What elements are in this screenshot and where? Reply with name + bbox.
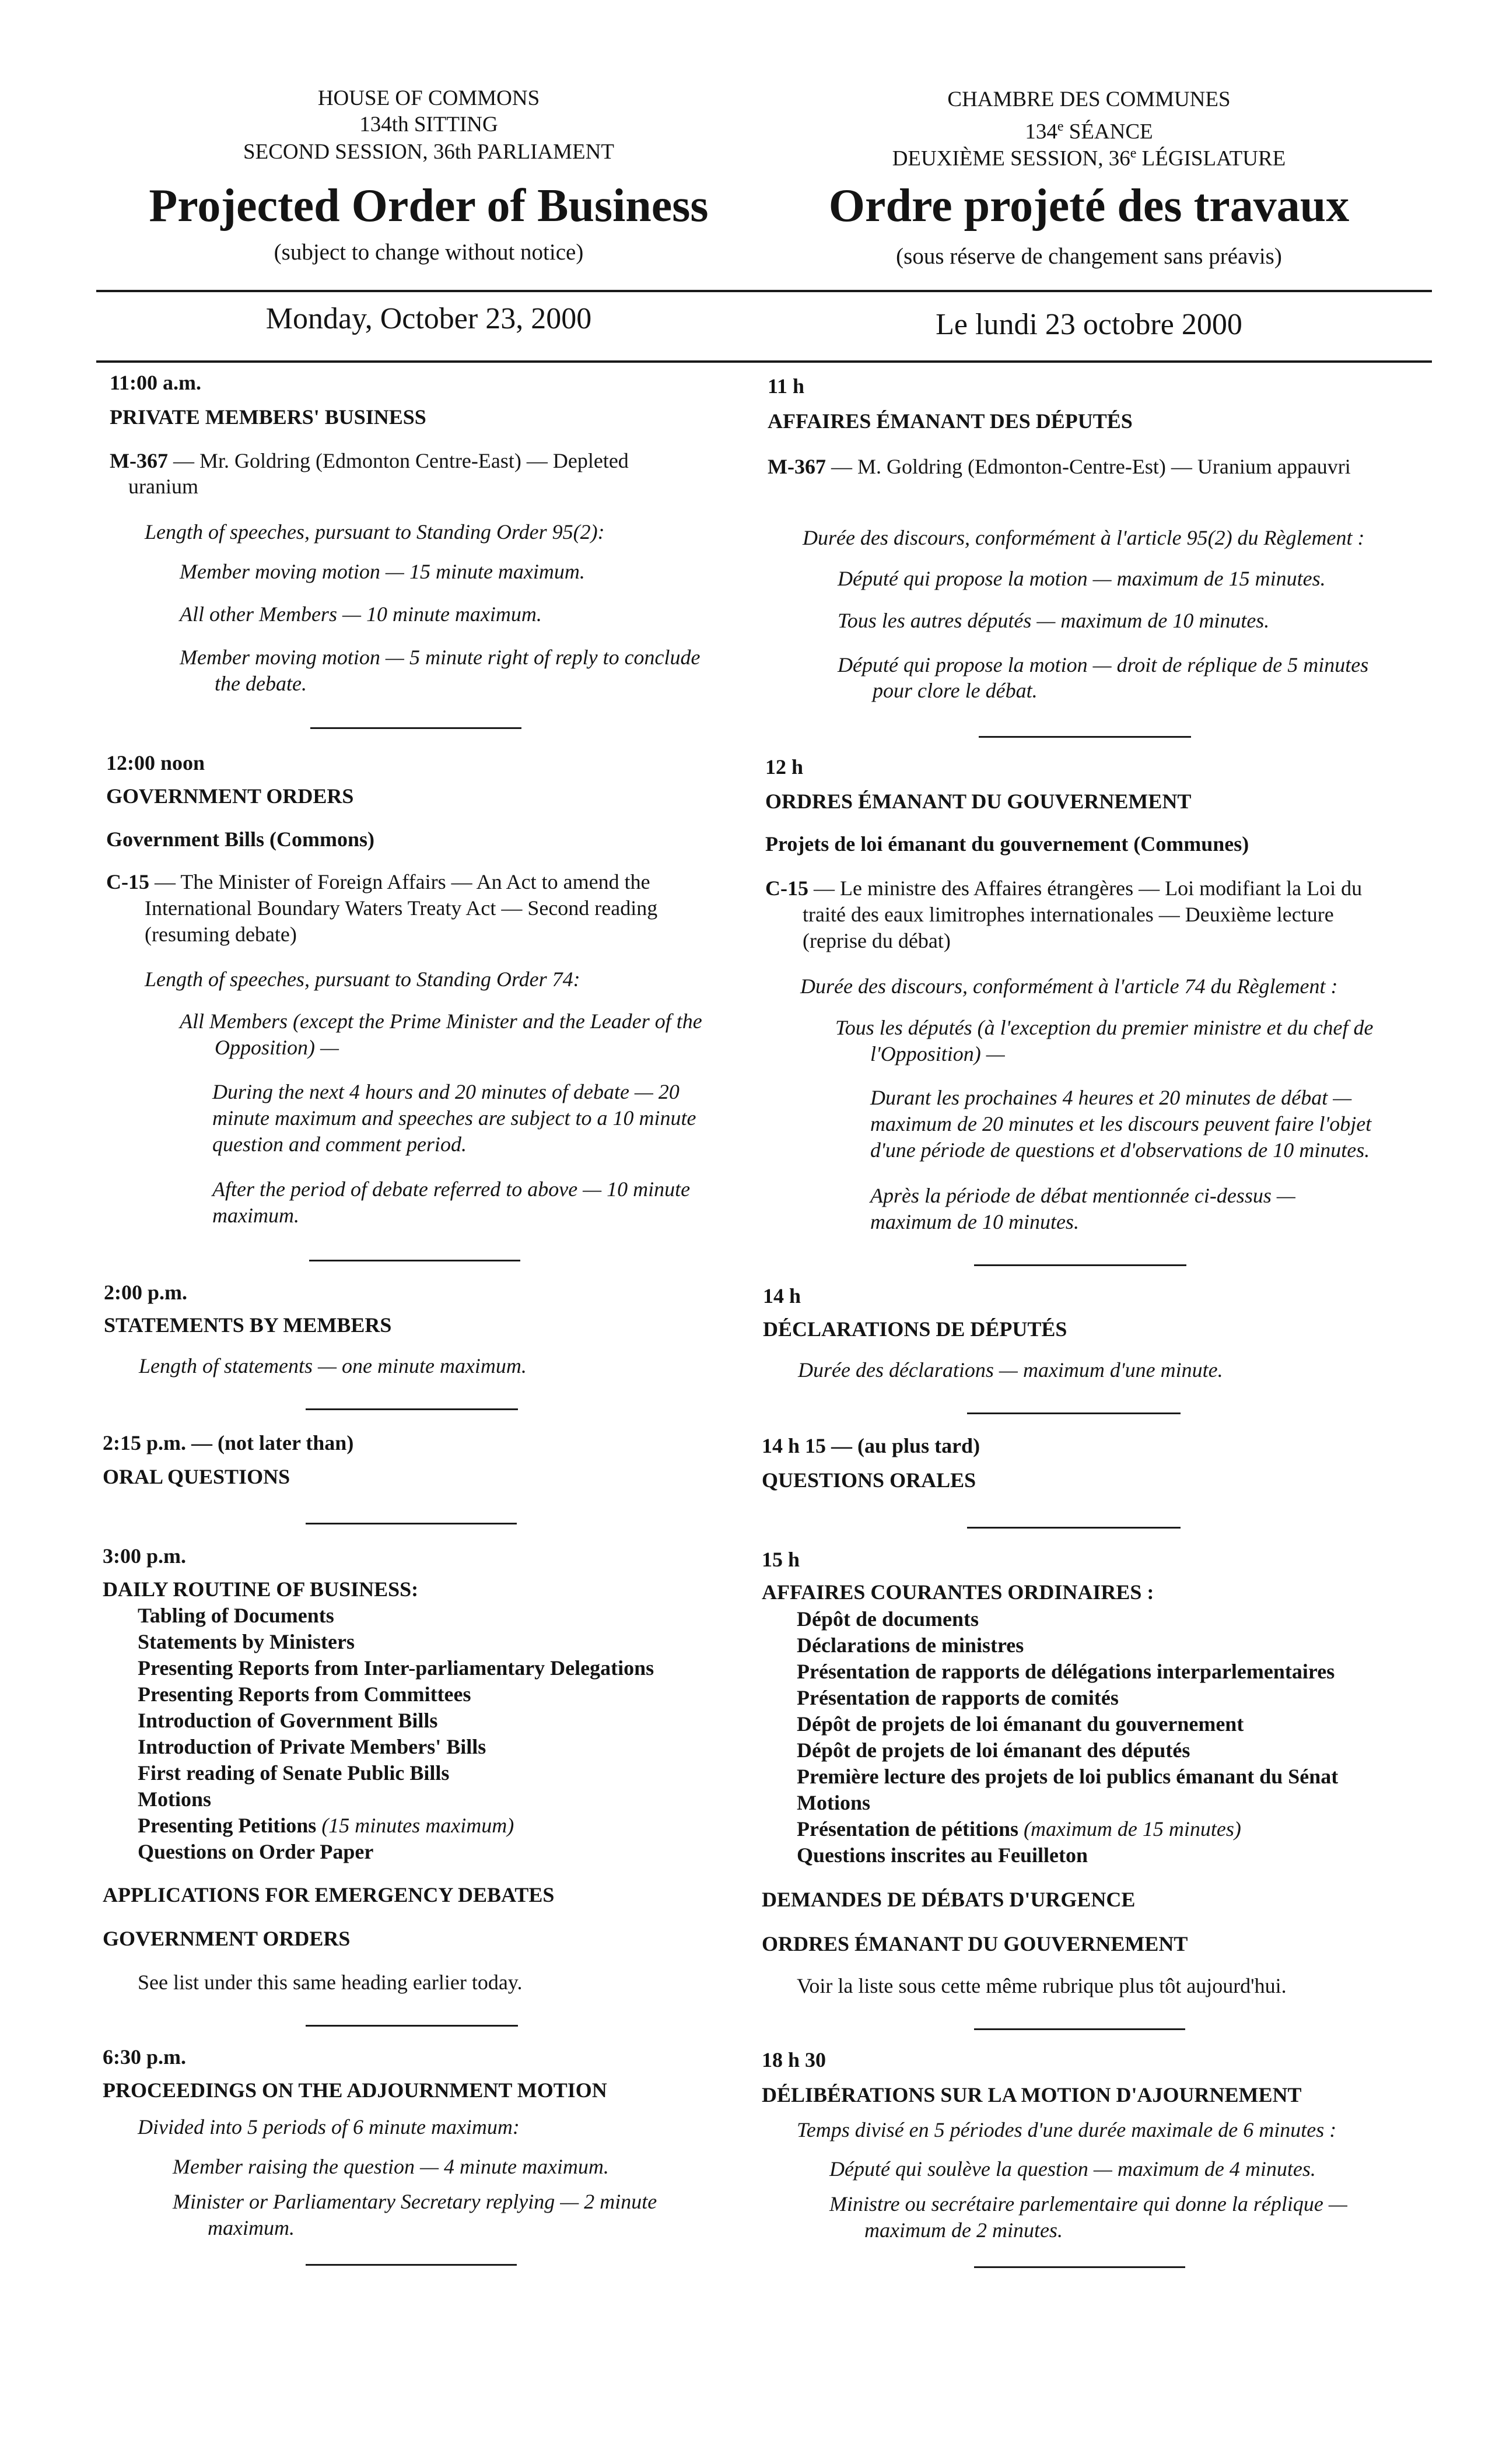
- header-rule-top: [96, 290, 1432, 292]
- see-list-note: Voir la liste sous cette même rubrique plus tôt aujourd'hui.: [797, 1974, 1287, 1997]
- speech-limit: Député qui soulève la question — maximum de 4 minutes.: [829, 2157, 1316, 2181]
- speech-limit: Durant les prochaines 4 heures et 20 minutes de débat —: [870, 1086, 1352, 1109]
- routine-item: Presenting Reports from Committees: [138, 1683, 471, 1706]
- statement-length-rule: Length of statements — one minute maximum.: [139, 1354, 527, 1378]
- speech-limit: All Members (except the Prime Minister and the Leader of the: [180, 1010, 702, 1033]
- speech-limit: Member moving motion — 5 minute right of reply to conclude: [180, 646, 701, 669]
- divided-rule: Temps divisé en 5 périodes d'une durée maximale de 6 minutes :: [797, 2118, 1337, 2141]
- speech-limit: Tous les autres députés — maximum de 10 minutes.: [838, 609, 1270, 632]
- section-heading: PRIVATE MEMBERS' BUSINESS: [110, 405, 426, 429]
- routine-item: Première lecture des projets de loi publics émanant du Sénat: [797, 1765, 1339, 1788]
- section-divider: [974, 1264, 1186, 1266]
- section-time: 15 h: [762, 1548, 800, 1571]
- statement-length-rule: Durée des déclarations — maximum d'une minute.: [798, 1358, 1223, 1382]
- sitting-date: Monday, October 23, 2000: [265, 302, 592, 335]
- session-post: LÉGISLATURE: [1136, 146, 1286, 171]
- section-divider: [306, 1523, 517, 1524]
- speech-limit: All other Members — 10 minute maximum.: [180, 602, 542, 626]
- item-text: — M. Goldring (Edmonton-Centre-Est) — Uranium appauvri: [825, 455, 1351, 478]
- section-divider: [979, 736, 1191, 738]
- motion-number: M-367: [110, 449, 168, 472]
- item-text: — The Minister of Foreign Affairs — An Act to amend the: [149, 870, 650, 893]
- speech-length-rule: Length of speeches, pursuant to Standing Order 95(2):: [145, 520, 605, 544]
- bill-number: C-15: [765, 877, 808, 900]
- speech-limit-cont: d'une période de questions et d'observations de 10 minutes.: [870, 1138, 1370, 1162]
- section-divider: [967, 1412, 1181, 1414]
- sitting-num: 134: [1025, 120, 1057, 144]
- speech-limit: Member moving motion — 15 minute maximum.: [180, 560, 585, 583]
- section-heading: DÉCLARATIONS DE DÉPUTÉS: [763, 1317, 1067, 1341]
- section-heading: GOVERNMENT ORDERS: [103, 1927, 351, 1950]
- section-divider: [309, 1260, 520, 1261]
- speech-limit: Member raising the question — 4 minute maximum.: [173, 2155, 609, 2178]
- speech-limit-cont: the debate.: [215, 672, 307, 695]
- session-pre: DEUXIÈME SESSION, 36: [892, 146, 1130, 171]
- agenda-item: [765, 875, 1362, 901]
- routine-item: Motions: [797, 1791, 870, 1814]
- agenda-item: [106, 869, 650, 895]
- routine-item: Présentation de rapports de comités: [797, 1686, 1119, 1709]
- item-text: — Mr. Goldring (Edmonton Centre-East) — Depleted: [167, 449, 629, 472]
- routine-item: Dépôt de projets de loi émanant du gouvernement: [797, 1712, 1244, 1736]
- speech-limit-cont: maximum.: [212, 1204, 299, 1227]
- speech-limit: After the period of debate referred to above — 10 minute: [212, 1177, 691, 1201]
- section-heading: PROCEEDINGS ON THE ADJOURNMENT MOTION: [103, 2079, 607, 2102]
- speech-limit-cont: question and comment period.: [212, 1133, 467, 1156]
- routine-item: Introduction of Private Members' Bills: [138, 1735, 486, 1758]
- routine-item: First reading of Senate Public Bills: [138, 1761, 450, 1785]
- speech-length-rule: Durée des discours, conformément à l'article 74 du Règlement :: [800, 975, 1338, 998]
- section-divider: [310, 727, 521, 729]
- session-sup: e: [1130, 146, 1137, 161]
- sitting-word: SÉANCE: [1063, 120, 1153, 144]
- speech-limit-cont: Opposition) —: [215, 1036, 339, 1059]
- session-label: [759, 140, 1419, 172]
- section-heading: QUESTIONS ORALES: [762, 1468, 976, 1492]
- section-divider: [306, 2264, 517, 2266]
- petitions-note: (maximum de 15 minutes): [1023, 1817, 1241, 1841]
- section-heading: APPLICATIONS FOR EMERGENCY DEBATES: [103, 1883, 555, 1906]
- item-text: — Le ministre des Affaires étrangères — Loi modifiant la Loi du: [808, 877, 1363, 900]
- routine-item: Dépôt de projets de loi émanant des députés: [797, 1739, 1190, 1762]
- speech-limit-cont: maximum de 20 minutes et les discours peuvent faire l'objet: [870, 1112, 1372, 1135]
- section-time: 6:30 p.m.: [103, 2045, 186, 2069]
- section-heading: DÉLIBÉRATIONS SUR LA MOTION D'AJOURNEMENT: [762, 2083, 1302, 2107]
- section-divider: [974, 2266, 1185, 2268]
- routine-item: Dépôt de documents: [797, 1607, 979, 1631]
- routine-item: Introduction of Government Bills: [138, 1709, 438, 1732]
- speech-limit: Député qui propose la motion — droit de réplique de 5 minutes: [838, 653, 1369, 677]
- speech-limit-cont: maximum de 2 minutes.: [864, 2218, 1063, 2242]
- section-time: 14 h 15 — (au plus tard): [762, 1434, 980, 1457]
- speech-limit: During the next 4 hours and 20 minutes of debate — 20: [212, 1080, 680, 1103]
- speech-limit: Tous les députés (à l'exception du premier ministre et du chef de: [835, 1016, 1374, 1039]
- routine-item: [138, 1813, 514, 1838]
- section-heading: DEMANDES DE DÉBATS D'URGENCE: [762, 1888, 1136, 1911]
- routine-item: Tabling of Documents: [138, 1604, 334, 1627]
- house-name: HOUSE OF COMMONS: [317, 86, 540, 110]
- section-time: 11:00 a.m.: [110, 371, 201, 394]
- section-subheading: Projets de loi émanant du gouvernement (Communes): [765, 832, 1249, 856]
- agenda-item-cont: uranium: [128, 475, 198, 498]
- section-time: 12:00 noon: [106, 751, 205, 774]
- section-subheading: Government Bills (Commons): [106, 828, 374, 851]
- motion-number: M-367: [768, 455, 826, 478]
- sitting-date: Le lundi 23 octobre 2000: [936, 308, 1242, 341]
- section-heading: GOVERNMENT ORDERS: [106, 784, 354, 808]
- routine-item: [797, 1816, 1241, 1842]
- agenda-item-cont: (reprise du débat): [803, 929, 951, 952]
- speech-limit-cont: pour clore le débat.: [873, 679, 1038, 702]
- section-heading: STATEMENTS BY MEMBERS: [104, 1313, 392, 1337]
- bill-number: C-15: [106, 870, 149, 893]
- routine-item-label: Presenting Petitions: [138, 1814, 317, 1837]
- agenda-item-cont: International Boundary Waters Treaty Act — Second reading: [145, 896, 658, 920]
- routine-item-label: Présentation de pétitions: [797, 1817, 1018, 1841]
- section-divider: [306, 1408, 518, 1410]
- routine-item: Motions: [138, 1787, 211, 1811]
- section-heading: ORDRES ÉMANANT DU GOUVERNEMENT: [762, 1932, 1188, 1955]
- routine-item: Presenting Reports from Inter-parliamentary Delegations: [138, 1656, 654, 1680]
- section-heading: DAILY ROUTINE OF BUSINESS:: [103, 1578, 419, 1601]
- petitions-note: (15 minutes maximum): [321, 1814, 514, 1837]
- page-subtitle: (sous réserve de changement sans préavis): [896, 244, 1282, 269]
- section-divider: [967, 1527, 1181, 1529]
- section-heading: AFFAIRES COURANTES ORDINAIRES :: [762, 1580, 1154, 1604]
- speech-limit-cont: minute maximum and speeches are subject to a 10 minute: [212, 1106, 696, 1130]
- speech-limit-cont: l'Opposition) —: [870, 1042, 1005, 1065]
- section-time: 14 h: [763, 1284, 801, 1308]
- section-divider: [974, 2028, 1185, 2030]
- speech-limit: Après la période de débat mentionnée ci-dessus —: [870, 1184, 1295, 1207]
- page-subtitle: (subject to change without notice): [274, 240, 584, 265]
- agenda-item-cont: traité des eaux limitrophes internationales — Deuxième lecture: [803, 903, 1334, 926]
- page-title: Ordre projeté des travaux: [828, 180, 1350, 232]
- section-heading: AFFAIRES ÉMANANT DES DÉPUTÉS: [768, 409, 1133, 433]
- page-title: Projected Order of Business: [149, 180, 709, 232]
- house-name: CHAMBRE DES COMMUNES: [947, 87, 1231, 111]
- routine-item: Statements by Ministers: [138, 1630, 355, 1653]
- section-time: 3:00 p.m.: [103, 1544, 186, 1568]
- header-rule-bottom: [96, 360, 1432, 363]
- routine-item: Questions inscrites au Feuilleton: [797, 1843, 1088, 1867]
- sitting-sup: e: [1057, 119, 1064, 134]
- speech-limit-cont: maximum.: [208, 2216, 295, 2239]
- section-heading: ORAL QUESTIONS: [103, 1465, 290, 1488]
- section-time: 18 h 30: [762, 2048, 826, 2072]
- session-label: SECOND SESSION, 36th PARLIAMENT: [243, 140, 614, 164]
- speech-limit: Ministre ou secrétaire parlementaire qui donne la réplique —: [829, 2192, 1347, 2216]
- section-time: 12 h: [765, 755, 804, 779]
- speech-limit: Député qui propose la motion — maximum de 15 minutes.: [838, 567, 1326, 590]
- section-heading: ORDRES ÉMANANT DU GOUVERNEMENT: [765, 790, 1192, 813]
- section-time: 2:15 p.m. — (not later than): [103, 1431, 354, 1454]
- sitting-number: 134th SITTING: [359, 113, 498, 136]
- routine-item: Présentation de rapports de délégations interparlementaires: [797, 1660, 1335, 1683]
- routine-item: Déclarations de ministres: [797, 1634, 1024, 1657]
- speech-limit: Minister or Parliamentary Secretary replying — 2 minute: [173, 2190, 657, 2213]
- see-list-note: See list under this same heading earlier today.: [138, 1971, 523, 1994]
- section-time: 11 h: [768, 374, 805, 398]
- speech-length-rule: Durée des discours, conformément à l'article 95(2) du Règlement :: [803, 526, 1365, 549]
- routine-item: Questions on Order Paper: [138, 1840, 374, 1863]
- speech-length-rule: Length of speeches, pursuant to Standing Order 74:: [145, 968, 580, 991]
- agenda-item: [110, 448, 629, 474]
- agenda-item: [768, 454, 1351, 479]
- section-time: 2:00 p.m.: [104, 1281, 187, 1304]
- section-divider: [306, 2025, 518, 2027]
- divided-rule: Divided into 5 periods of 6 minute maximum:: [138, 2115, 520, 2139]
- agenda-item-cont: (resuming debate): [145, 923, 297, 946]
- speech-limit-cont: maximum de 10 minutes.: [870, 1210, 1079, 1233]
